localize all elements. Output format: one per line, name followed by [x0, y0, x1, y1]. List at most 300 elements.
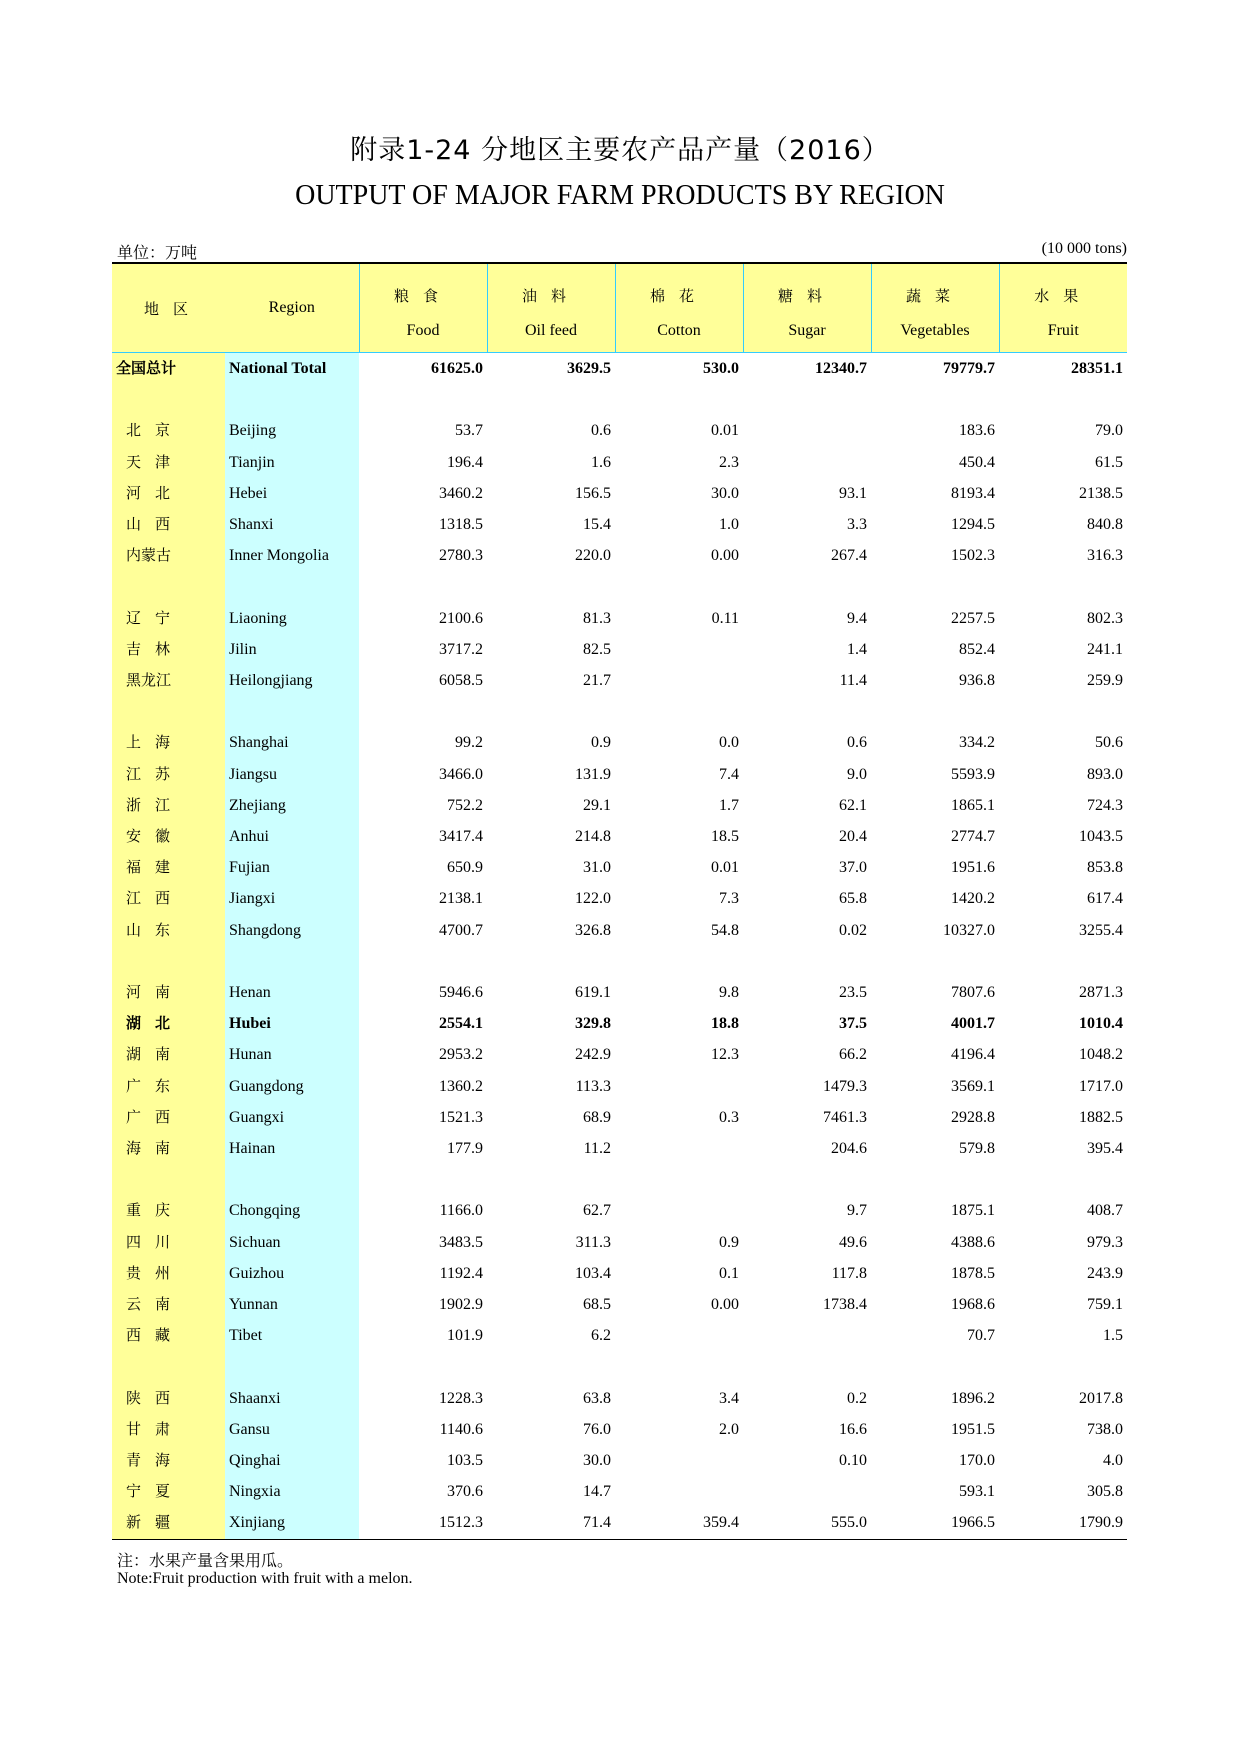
- table-row: [112, 1071, 1127, 1102]
- sugar-value: 7461.3: [823, 1108, 867, 1126]
- region-name-en: Hubei: [225, 1008, 359, 1039]
- table-row: [112, 540, 1127, 571]
- table-row: [112, 790, 1127, 821]
- oil-feed-value: 71.4: [487, 1507, 615, 1539]
- vegetables-value: 1951.6: [951, 859, 995, 877]
- table-row: [112, 1039, 1127, 1070]
- table-body: [112, 353, 1127, 1540]
- region-name-en: Jilin: [225, 634, 359, 665]
- vegetables-value: 450.4: [959, 453, 995, 471]
- region-name-cn: 海南: [112, 1133, 225, 1164]
- fruit-value: 759.1: [1087, 1296, 1123, 1314]
- table-row: [112, 821, 1127, 852]
- spacer-cell: [871, 1351, 999, 1382]
- region-name-cn: 内蒙古: [112, 540, 225, 571]
- food-value: 1318.5: [439, 516, 483, 533]
- vegetables-value: 2928.8: [951, 1108, 995, 1126]
- fruit-value: 802.3: [1087, 609, 1123, 627]
- cotton-value: 30.0: [711, 484, 739, 502]
- fruit-value: 1.5: [1103, 1327, 1123, 1345]
- region-name-en: Zhejiang: [225, 790, 359, 821]
- region-name-cn: 安徽: [112, 821, 225, 852]
- table-row: [112, 478, 1127, 509]
- vegetables-value: 1968.6: [951, 1296, 995, 1314]
- food-value: 101.9: [447, 1327, 483, 1345]
- spacer-cell: [871, 571, 999, 602]
- sugar-value: 1.4: [847, 640, 867, 658]
- spacer-cell: [615, 946, 743, 977]
- region-name-en: Guangxi: [225, 1102, 359, 1133]
- fruit-value: 738.0: [1087, 1420, 1123, 1438]
- vegetables-value: 3569.1: [951, 1077, 995, 1095]
- oil-feed-value: 68.9: [583, 1108, 611, 1126]
- table-row: [112, 1507, 1127, 1539]
- spacer-cell: [359, 946, 487, 977]
- food-value: 6058.5: [439, 672, 483, 689]
- vegetables-value: 79779.7: [943, 360, 995, 377]
- spacer-cell: [359, 384, 487, 415]
- oil-feed-value: 311.3: [575, 1233, 611, 1251]
- vegetables-value: 936.8: [959, 672, 995, 689]
- region-name-cn: 湖南: [112, 1039, 225, 1070]
- cotton-value: 0.3: [719, 1108, 739, 1126]
- farm-products-table: [112, 262, 1127, 1540]
- sugar-value: 555.0: [743, 1507, 871, 1539]
- region-name-cn: 贵州: [112, 1258, 225, 1289]
- vegetables-value: 70.7: [967, 1327, 995, 1345]
- region-name-en: Inner Mongolia: [225, 540, 359, 571]
- food-value: 1360.2: [439, 1077, 483, 1095]
- food-value: 61625.0: [431, 360, 483, 377]
- food-value: 1140.6: [439, 1420, 483, 1438]
- cotton-value: [615, 1445, 743, 1476]
- table-row: [112, 977, 1127, 1008]
- cotton-value: 3.4: [719, 1389, 739, 1407]
- oil-feed-value: 68.5: [583, 1296, 611, 1314]
- sugar-value: 62.1: [839, 796, 867, 814]
- spacer-cell: [615, 571, 743, 602]
- cotton-value: 0.11: [711, 609, 739, 627]
- sugar-value: 204.6: [831, 1140, 867, 1158]
- spacer-cell: [999, 384, 1127, 415]
- region-name-en: Shangdong: [225, 915, 359, 946]
- table-header: [112, 263, 1127, 353]
- spacer-cell: [225, 1351, 359, 1382]
- spacer-cell: [743, 384, 871, 415]
- region-name-cn: 宁夏: [112, 1476, 225, 1507]
- food-value: 370.6: [447, 1483, 483, 1501]
- vegetables-value: 10327.0: [943, 921, 995, 939]
- oil-feed-value: 62.7: [583, 1202, 611, 1220]
- fruit-value: 1010.4: [1079, 1015, 1123, 1033]
- region-name-en: Shanghai: [225, 727, 359, 758]
- food-value: 3483.5: [439, 1233, 483, 1251]
- table-row: [112, 1320, 1127, 1351]
- spacer-cell: [225, 1164, 359, 1195]
- vegetables-value: 183.6: [959, 422, 995, 440]
- food-value: 1902.9: [439, 1296, 483, 1314]
- spacer-row: [112, 1164, 1127, 1195]
- oil-feed-value: 619.1: [575, 984, 611, 1001]
- oil-feed-value: 11.2: [583, 1140, 611, 1158]
- fruit-value: 853.8: [1087, 859, 1123, 877]
- spacer-row: [112, 696, 1127, 727]
- food-value: 3460.2: [439, 484, 483, 502]
- region-name-en: Xinjiang: [225, 1507, 359, 1539]
- vegetables-value: 1878.5: [951, 1264, 995, 1282]
- region-name-cn: 西藏: [112, 1320, 225, 1351]
- spacer-cell: [487, 1351, 615, 1382]
- table-row: [112, 1414, 1127, 1445]
- oil-feed-value: 113.3: [575, 1077, 611, 1095]
- vegetables-value: 852.4: [959, 640, 995, 658]
- spacer-cell: [112, 1351, 225, 1382]
- sugar-value: 3.3: [847, 516, 867, 533]
- oil-feed-value: 242.9: [575, 1046, 611, 1064]
- region-name-cn: 山西: [112, 509, 225, 540]
- cotton-value: [615, 1133, 743, 1164]
- fruit-value: 1717.0: [1079, 1077, 1123, 1095]
- sugar-value: 267.4: [831, 547, 867, 565]
- region-name-cn: 云南: [112, 1289, 225, 1320]
- table-row: [112, 1476, 1127, 1507]
- fruit-value: 724.3: [1087, 796, 1123, 814]
- oil-feed-value: 0.6: [591, 422, 611, 440]
- fruit-value: 4.0: [1103, 1452, 1123, 1470]
- food-value: 53.7: [455, 422, 483, 440]
- food-value: 4700.7: [439, 921, 483, 939]
- food-value: 2953.2: [439, 1046, 483, 1064]
- cotton-value: 9.8: [719, 984, 739, 1001]
- food-value: 650.9: [447, 859, 483, 877]
- spacer-cell: [999, 696, 1127, 727]
- region-name-cn: 福建: [112, 852, 225, 883]
- oil-feed-value: 31.0: [583, 859, 611, 877]
- region-name-en: Hebei: [225, 478, 359, 509]
- region-name-cn: 广东: [112, 1071, 225, 1102]
- sugar-value: 9.7: [847, 1202, 867, 1220]
- spacer-cell: [871, 946, 999, 977]
- cotton-value: 0.01: [711, 859, 739, 877]
- cotton-value: 54.8: [711, 921, 739, 939]
- cotton-value: [615, 1071, 743, 1102]
- cotton-value: 0.9: [719, 1233, 739, 1251]
- sugar-value: 16.6: [839, 1420, 867, 1438]
- cotton-value: 0.0: [719, 734, 739, 752]
- region-name-cn: 吉林: [112, 634, 225, 665]
- region-name-cn: 全国总计: [112, 353, 225, 385]
- fruit-value: 3255.4: [1079, 921, 1123, 939]
- region-name-cn: 广西: [112, 1102, 225, 1133]
- spacer-row: [112, 1351, 1127, 1382]
- spacer-cell: [487, 946, 615, 977]
- region-name-cn: 山东: [112, 915, 225, 946]
- cotton-value: 7.3: [719, 890, 739, 908]
- table-row: [112, 1383, 1127, 1414]
- fruit-value: 243.9: [1087, 1264, 1123, 1282]
- region-name-cn: 河北: [112, 478, 225, 509]
- header-region-en: Region: [225, 263, 359, 353]
- table-row: [112, 1133, 1127, 1164]
- oil-feed-value: 1.6: [591, 453, 611, 471]
- spacer-cell: [615, 1351, 743, 1382]
- spacer-cell: [359, 696, 487, 727]
- oil-feed-value: 14.7: [583, 1483, 611, 1501]
- table-row: [112, 727, 1127, 758]
- sugar-value: 0.10: [839, 1452, 867, 1470]
- header-food-en: Food: [359, 310, 487, 353]
- spacer-cell: [615, 1164, 743, 1195]
- food-value: 2138.1: [439, 890, 483, 908]
- region-name-en: Guangdong: [225, 1071, 359, 1102]
- food-value: 3417.4: [439, 828, 483, 845]
- vegetables-value: 1875.1: [951, 1202, 995, 1220]
- sugar-value: [743, 1476, 871, 1507]
- vegetables-value: 1294.5: [951, 516, 995, 533]
- sugar-value: 1479.3: [823, 1077, 867, 1095]
- region-name-cn: 辽宁: [112, 603, 225, 634]
- fruit-value: 2871.3: [1079, 984, 1123, 1001]
- cotton-value: 18.8: [711, 1015, 739, 1033]
- oil-feed-value: 6.2: [591, 1327, 611, 1345]
- header-sugar-en: Sugar: [743, 310, 871, 353]
- region-name-en: Qinghai: [225, 1445, 359, 1476]
- sugar-value: 117.8: [831, 1264, 867, 1282]
- fruit-value: 50.6: [1095, 734, 1123, 752]
- cotton-value: 2.0: [719, 1420, 739, 1438]
- fruit-value: 893.0: [1087, 765, 1123, 783]
- oil-feed-value: 329.8: [575, 1015, 611, 1033]
- spacer-cell: [359, 571, 487, 602]
- vegetables-value: 4001.7: [951, 1015, 995, 1033]
- vegetables-value: 334.2: [959, 734, 995, 752]
- oil-feed-value: 220.0: [575, 547, 611, 565]
- spacer-cell: [359, 1164, 487, 1195]
- cotton-value: 359.4: [615, 1507, 743, 1539]
- header-cotton-en: Cotton: [615, 310, 743, 353]
- sugar-value: 20.4: [839, 828, 867, 845]
- region-name-cn: 青海: [112, 1445, 225, 1476]
- table-row: [112, 1289, 1127, 1320]
- spacer-cell: [225, 946, 359, 977]
- region-name-cn: 天津: [112, 447, 225, 478]
- spacer-row: [112, 384, 1127, 415]
- cotton-value: [615, 1320, 743, 1351]
- food-value: 3466.0: [439, 765, 483, 783]
- fruit-value: 316.3: [1087, 547, 1123, 565]
- region-name-en: Shanxi: [225, 509, 359, 540]
- food-value: 752.2: [447, 796, 483, 814]
- sugar-value: 49.6: [839, 1233, 867, 1251]
- sugar-value: 9.4: [847, 609, 867, 627]
- vegetables-value: 1502.3: [951, 547, 995, 565]
- table-row: [112, 759, 1127, 790]
- oil-feed-value: 63.8: [583, 1389, 611, 1407]
- region-name-en: Hunan: [225, 1039, 359, 1070]
- region-name-cn: 北京: [112, 415, 225, 446]
- spacer-cell: [615, 696, 743, 727]
- cotton-value: 0.00: [711, 547, 739, 565]
- fruit-value: 979.3: [1087, 1233, 1123, 1251]
- fruit-value: 395.4: [1087, 1140, 1123, 1158]
- vegetables-value: 593.1: [959, 1483, 995, 1501]
- spacer-cell: [112, 571, 225, 602]
- vegetables-value: 2257.5: [951, 609, 995, 627]
- food-value: 1512.3: [359, 1507, 487, 1539]
- sugar-value: [743, 1320, 871, 1351]
- table-row: [112, 1102, 1127, 1133]
- food-value: 2100.6: [439, 609, 483, 627]
- fruit-value: 305.8: [1087, 1483, 1123, 1501]
- food-value: 1166.0: [439, 1202, 483, 1220]
- table-row: [112, 1008, 1127, 1039]
- fruit-value: 2138.5: [1079, 484, 1123, 502]
- food-value: 3717.2: [439, 640, 483, 658]
- fruit-value: 1043.5: [1079, 828, 1123, 845]
- sugar-value: [743, 447, 871, 478]
- table-row: [112, 1227, 1127, 1258]
- vegetables-value: 579.8: [959, 1140, 995, 1158]
- page-title-en: OUTPUT OF MAJOR FARM PRODUCTS BY REGION: [295, 180, 945, 211]
- spacer-cell: [225, 571, 359, 602]
- vegetables-value: 4388.6: [951, 1233, 995, 1251]
- spacer-cell: [112, 696, 225, 727]
- header-cotton-cn: 棉花: [615, 263, 743, 310]
- region-name-cn: 重庆: [112, 1195, 225, 1226]
- region-name-en: Liaoning: [225, 603, 359, 634]
- table-row: [112, 915, 1127, 946]
- vegetables-value: 170.0: [959, 1452, 995, 1470]
- spacer-cell: [615, 384, 743, 415]
- sugar-value: 93.1: [839, 484, 867, 502]
- oil-feed-value: 81.3: [583, 609, 611, 627]
- header-oil-en: Oil feed: [487, 310, 615, 353]
- region-name-en: Tibet: [225, 1320, 359, 1351]
- region-name-en: Jiangxi: [225, 883, 359, 914]
- sugar-value: 65.8: [839, 890, 867, 908]
- region-name-en: Henan: [225, 977, 359, 1008]
- spacer-cell: [225, 696, 359, 727]
- food-value: 1192.4: [439, 1264, 483, 1282]
- vegetables-value: 2774.7: [951, 828, 995, 845]
- table-row: [112, 883, 1127, 914]
- oil-feed-value: 30.0: [583, 1452, 611, 1470]
- note-cn: 注：水果产量含果用瓜。: [117, 1551, 294, 1570]
- cotton-value: 0.1: [719, 1264, 739, 1282]
- header-food-cn: 粮食: [359, 263, 487, 310]
- sugar-value: 37.5: [839, 1015, 867, 1033]
- spacer-cell: [487, 571, 615, 602]
- oil-feed-value: 29.1: [583, 796, 611, 814]
- unit-label-en: (10 000 tons): [1041, 240, 1127, 257]
- oil-feed-value: 3629.5: [567, 360, 611, 377]
- vegetables-value: 1951.5: [951, 1420, 995, 1438]
- region-name-en: Shaanxi: [225, 1383, 359, 1414]
- cotton-value: 1.7: [719, 796, 739, 814]
- cotton-value: 530.0: [703, 360, 739, 377]
- oil-feed-value: 122.0: [575, 890, 611, 908]
- cotton-value: 12.3: [711, 1046, 739, 1064]
- region-name-en: Yunnan: [225, 1289, 359, 1320]
- table-row: [112, 603, 1127, 634]
- cotton-value: [615, 1195, 743, 1226]
- fruit-value: 408.7: [1087, 1202, 1123, 1220]
- spacer-cell: [487, 696, 615, 727]
- header-sugar-cn: 糖料: [743, 263, 871, 310]
- region-name-en: Jiangsu: [225, 759, 359, 790]
- fruit-value: 2017.8: [1079, 1389, 1123, 1407]
- vegetables-value: 7807.6: [951, 984, 995, 1001]
- food-value: 177.9: [447, 1140, 483, 1158]
- sugar-value: 23.5: [839, 984, 867, 1001]
- table-row: [112, 447, 1127, 478]
- oil-feed-value: 82.5: [583, 640, 611, 658]
- oil-feed-value: 76.0: [583, 1420, 611, 1438]
- fruit-value: 1048.2: [1079, 1046, 1123, 1064]
- oil-feed-value: 21.7: [583, 672, 611, 689]
- cotton-value: [615, 634, 743, 665]
- oil-feed-value: 15.4: [583, 516, 611, 533]
- region-name-en: Ningxia: [225, 1476, 359, 1507]
- spacer-cell: [112, 1164, 225, 1195]
- region-name-en: Gansu: [225, 1414, 359, 1445]
- fruit-value: 1790.9: [999, 1507, 1127, 1539]
- sugar-value: [743, 415, 871, 446]
- cotton-value: 0.00: [711, 1296, 739, 1314]
- region-name-en: National Total: [225, 353, 359, 385]
- region-name-en: Beijing: [225, 415, 359, 446]
- region-name-cn: 新疆: [112, 1507, 225, 1539]
- table-row: [112, 509, 1127, 540]
- sugar-value: 9.0: [847, 765, 867, 783]
- fruit-value: 28351.1: [1071, 360, 1123, 377]
- sugar-value: 1738.4: [823, 1296, 867, 1314]
- cotton-value: 0.01: [711, 422, 739, 440]
- cotton-value: [615, 665, 743, 696]
- sugar-value: 0.02: [839, 921, 867, 939]
- fruit-value: 1882.5: [1079, 1108, 1123, 1126]
- spacer-cell: [743, 696, 871, 727]
- header-fruit-cn: 水果: [999, 263, 1127, 310]
- spacer-row: [112, 571, 1127, 602]
- spacer-cell: [487, 384, 615, 415]
- food-value: 5946.6: [439, 984, 483, 1001]
- food-value: 2780.3: [439, 547, 483, 565]
- sugar-value: 37.0: [839, 859, 867, 877]
- spacer-cell: [112, 946, 225, 977]
- vegetables-value: 1966.5: [871, 1507, 999, 1539]
- vegetables-value: 1420.2: [951, 890, 995, 908]
- region-name-en: Hainan: [225, 1133, 359, 1164]
- spacer-cell: [999, 1351, 1127, 1382]
- oil-feed-value: 214.8: [575, 828, 611, 845]
- fruit-value: 61.5: [1095, 453, 1123, 471]
- region-name-cn: 河南: [112, 977, 225, 1008]
- region-name-cn: 陕西: [112, 1383, 225, 1414]
- vegetables-value: 4196.4: [951, 1046, 995, 1064]
- header-region-cn: 地区: [112, 263, 225, 353]
- spacer-cell: [871, 1164, 999, 1195]
- region-name-en: Tianjin: [225, 447, 359, 478]
- table-row: [112, 1445, 1127, 1476]
- cotton-value: 7.4: [719, 765, 739, 783]
- food-value: 1521.3: [439, 1108, 483, 1126]
- region-name-en: Guizhou: [225, 1258, 359, 1289]
- spacer-cell: [112, 384, 225, 415]
- spacer-cell: [871, 384, 999, 415]
- table-row: [112, 1195, 1127, 1226]
- vegetables-value: 1896.2: [951, 1389, 995, 1407]
